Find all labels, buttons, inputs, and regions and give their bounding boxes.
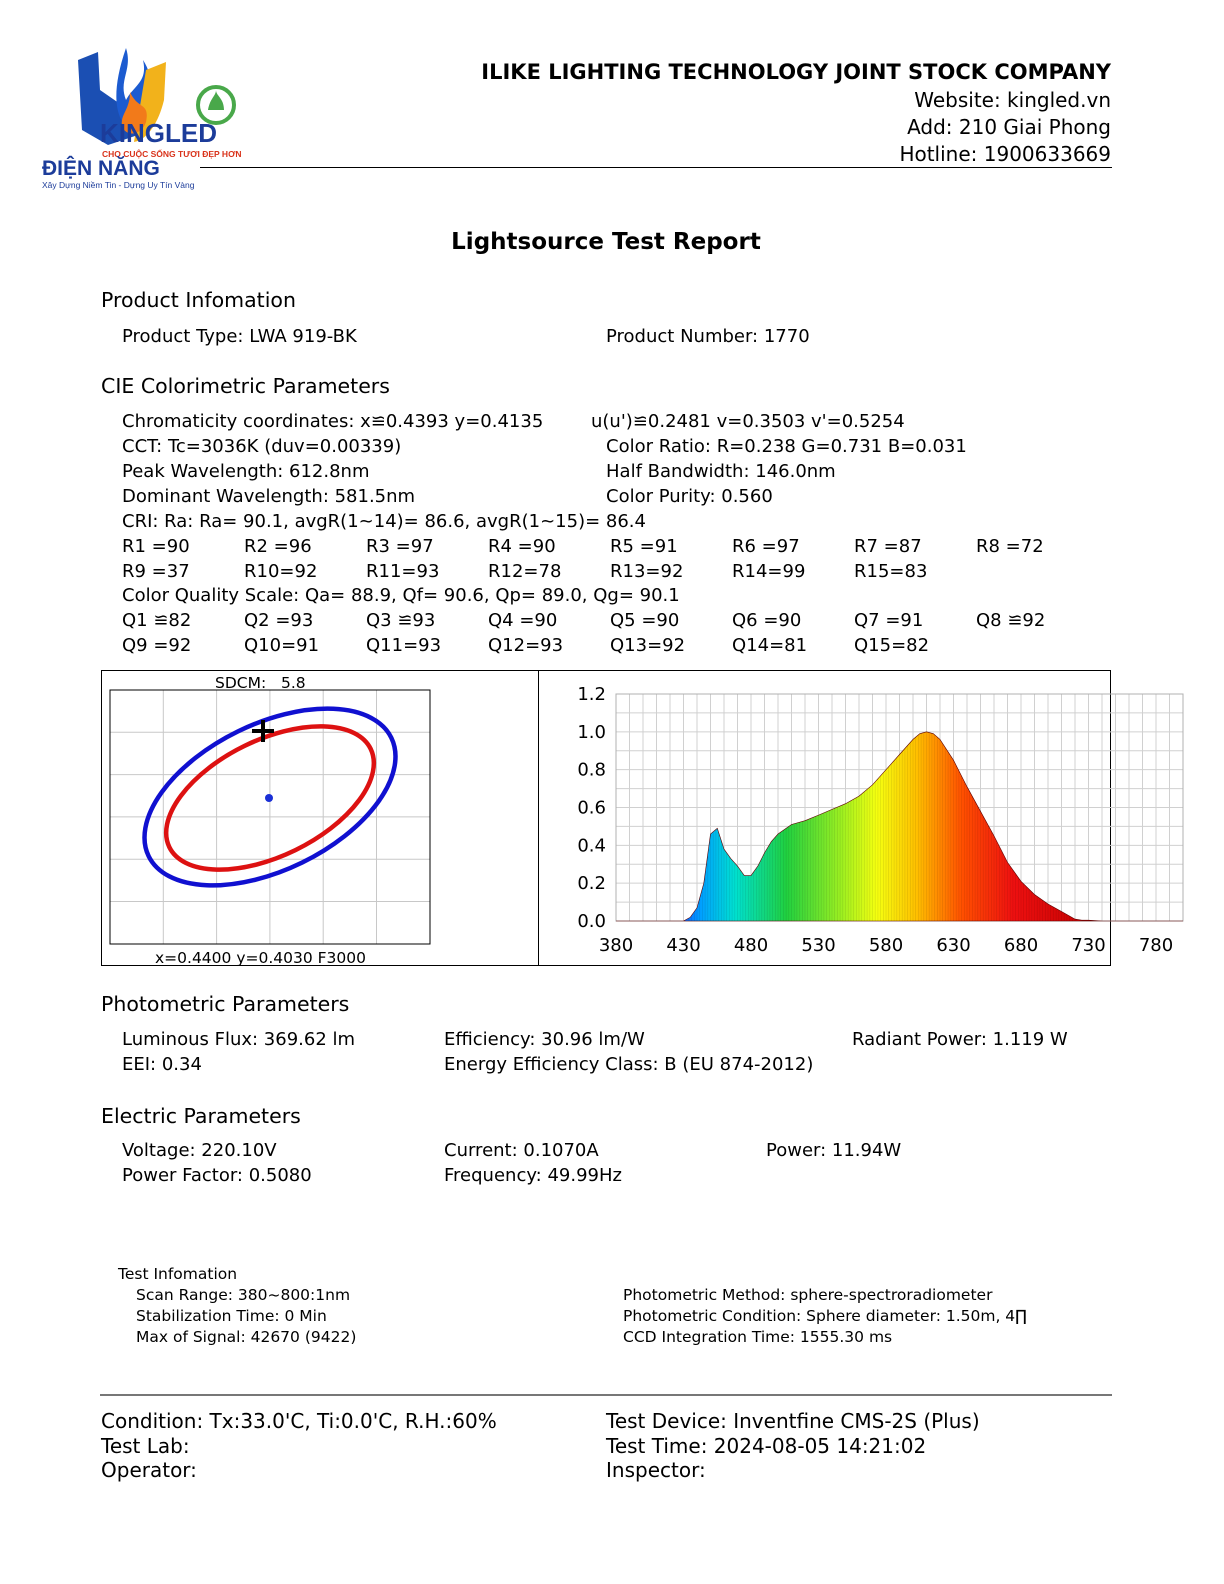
- color-purity: Color Purity: 0.560: [606, 486, 773, 507]
- product-number: Product Number: 1770: [606, 326, 810, 347]
- photometric-heading: Photometric Parameters: [101, 992, 350, 1016]
- eei: EEI: 0.34: [122, 1054, 202, 1075]
- efficiency: Efficiency: 30.96 lm/W: [444, 1029, 645, 1050]
- r-row1-item: R7 =87: [854, 536, 922, 557]
- dominant-wavelength: Dominant Wavelength: 581.5nm: [122, 486, 416, 507]
- x-tick-label: 430: [666, 935, 701, 956]
- company-address: Add: 210 Giai Phong: [907, 115, 1111, 139]
- target-center-dot: [265, 794, 273, 802]
- r-row2-item: R11=93: [366, 561, 440, 582]
- scan-range: Scan Range: 380~800:1nm: [136, 1286, 351, 1304]
- y-tick-label: 0.0: [577, 911, 606, 932]
- sdcm-diagram: [102, 671, 538, 965]
- max-signal: Max of Signal: 42670 (9422): [136, 1328, 357, 1346]
- photometric-condition: Photometric Condition: Sphere diameter: 1.50m, 4∏: [623, 1307, 1027, 1325]
- cie-heading: CIE Colorimetric Parameters: [101, 374, 390, 398]
- y-tick-label: 0.4: [577, 835, 606, 857]
- r-row1-item: R5 =91: [610, 536, 678, 557]
- x-tick-label: 380: [598, 935, 634, 956]
- q-row2-item: Q9 =92: [122, 635, 192, 656]
- company-name: ILIKE LIGHTING TECHNOLOGY JOINT STOCK COMPANY: [481, 60, 1111, 84]
- logo-slogan: CHO CUỘC SỐNG TƯƠI ĐẸP HƠN: [102, 149, 242, 159]
- test-lab: Test Lab:: [101, 1434, 190, 1458]
- x-tick-label: 630: [936, 935, 971, 956]
- luminous-flux: Luminous Flux: 369.62 lm: [122, 1029, 356, 1050]
- radiant-power: Radiant Power: 1.119 W: [852, 1029, 1068, 1050]
- inspector: Inspector:: [606, 1458, 706, 1482]
- y-tick-label: 0.6: [577, 797, 606, 819]
- y-tick-label: 1.2: [577, 684, 606, 705]
- power-factor: Power Factor: 0.5080: [122, 1165, 312, 1186]
- q-row2-item: Q11=93: [366, 635, 442, 656]
- r-row2-item: R12=78: [488, 561, 562, 582]
- r-row1-item: R2 =96: [244, 536, 312, 557]
- test-time: Test Time: 2024-08-05 14:21:02: [606, 1434, 927, 1458]
- ccd-integration-time: CCD Integration Time: 1555.30 ms: [623, 1328, 893, 1346]
- cri-line: CRI: Ra: Ra= 90.1, avgR(1~14)= 86.6, avgR(1~15)= 86.4: [122, 511, 646, 532]
- company-website: Website: kingled.vn: [914, 88, 1111, 112]
- product-heading: Product Infomation: [101, 288, 296, 312]
- dealer-slogan: Xây Dựng Niềm Tin - Dựng Uy Tín Vàng: [42, 180, 195, 190]
- half-bandwidth: Half Bandwidth: 146.0nm: [606, 461, 836, 482]
- r-row1-item: R8 =72: [976, 536, 1044, 557]
- q-row1-item: Q6 =90: [732, 610, 802, 631]
- company-hotline: Hotline: 1900633669: [899, 142, 1111, 166]
- y-tick-label: 1.0: [577, 721, 606, 743]
- chromaticity: Chromaticity coordinates: x≌0.4393 y=0.4135: [122, 411, 544, 432]
- r-row2-item: R13=92: [610, 561, 684, 582]
- current: Current: 0.1070A: [444, 1140, 599, 1161]
- r-row1-item: R4 =90: [488, 536, 556, 557]
- test-device: Test Device: Inventfine CMS-2S (Plus): [606, 1409, 980, 1433]
- q-row1-item: Q5 =90: [610, 610, 680, 631]
- chart-panel: [101, 670, 1174, 967]
- r-row2-item: R10=92: [244, 561, 318, 582]
- q-row1-item: Q8 ≌92: [976, 610, 1046, 631]
- stabilization-time: Stabilization Time: 0 Min: [136, 1307, 327, 1325]
- q-row1-item: Q2 =93: [244, 610, 314, 631]
- x-tick-label: 530: [801, 935, 836, 956]
- r-row2-item: R9 =37: [122, 561, 190, 582]
- q-row1-item: Q7 =91: [854, 610, 924, 631]
- r-row2-item: R14=99: [732, 561, 806, 582]
- frequency: Frequency: 49.99Hz: [444, 1165, 622, 1186]
- x-tick-label: 680: [1003, 935, 1039, 956]
- spectrum-chart: [539, 671, 1174, 965]
- q-row2-item: Q14=81: [732, 635, 808, 656]
- r-row1-item: R1 =90: [122, 536, 190, 557]
- q-row1-item: Q3 ≌93: [366, 610, 436, 631]
- sdcm-footer: x=0.4400 y=0.4030 F3000: [155, 949, 367, 967]
- photometric-method: Photometric Method: sphere-spectroradiometer: [623, 1286, 993, 1304]
- color-ratio: Color Ratio: R=0.238 G=0.731 B=0.031: [606, 436, 967, 457]
- y-tick-label: 0.8: [577, 759, 606, 781]
- electric-heading: Electric Parameters: [101, 1104, 301, 1128]
- dealer-name: ĐIỆN NĂNG: [42, 157, 160, 180]
- report-title: Lightsource Test Report: [451, 229, 761, 255]
- product-type: Product Type: LWA 919-BK: [122, 326, 357, 347]
- operator: Operator:: [101, 1458, 197, 1482]
- x-tick-label: 730: [1071, 935, 1106, 956]
- q-row1-item: Q4 =90: [488, 610, 558, 631]
- voltage: Voltage: 220.10V: [122, 1140, 277, 1161]
- y-tick-label: 0.2: [577, 873, 606, 895]
- r-row1-item: R3 =97: [366, 536, 434, 557]
- uv-coordinates: u(u')≌0.2481 v=0.3503 v'=0.5254: [591, 411, 905, 432]
- test-info-heading: Test Infomation: [118, 1265, 238, 1283]
- kingled-logo: [38, 30, 263, 195]
- power: Power: 11.94W: [766, 1140, 902, 1161]
- header-rule: [200, 167, 1112, 168]
- energy-class: Energy Efficiency Class: B (EU 874-2012): [444, 1054, 814, 1075]
- footer-rule: [100, 1394, 1112, 1396]
- q-row1-item: Q1 ≌82: [122, 610, 192, 631]
- cct: CCT: Tc=3036K (duv=0.00339): [122, 436, 402, 457]
- sdcm-title: SDCM: 5.8: [215, 674, 306, 692]
- q-row2-item: Q13=92: [610, 635, 686, 656]
- q-row2-item: Q10=91: [244, 635, 320, 656]
- q-row2-item: Q15=82: [854, 635, 930, 656]
- x-tick-label: 480: [733, 935, 769, 956]
- condition: Condition: Tx:33.0'C, Ti:0.0'C, R.H.:60%: [101, 1409, 497, 1433]
- logo-wordmark: KINGLED: [100, 118, 217, 148]
- cqs-line: Color Quality Scale: Qa= 88.9, Qf= 90.6, Qp= 89.0, Qg= 90.1: [122, 585, 680, 606]
- r-row2-item: R15=83: [854, 561, 928, 582]
- peak-wavelength: Peak Wavelength: 612.8nm: [122, 461, 370, 482]
- r-row1-item: R6 =97: [732, 536, 800, 557]
- x-tick-label: 780: [1138, 935, 1174, 956]
- q-row2-item: Q12=93: [488, 635, 564, 656]
- x-tick-label: 580: [868, 935, 904, 956]
